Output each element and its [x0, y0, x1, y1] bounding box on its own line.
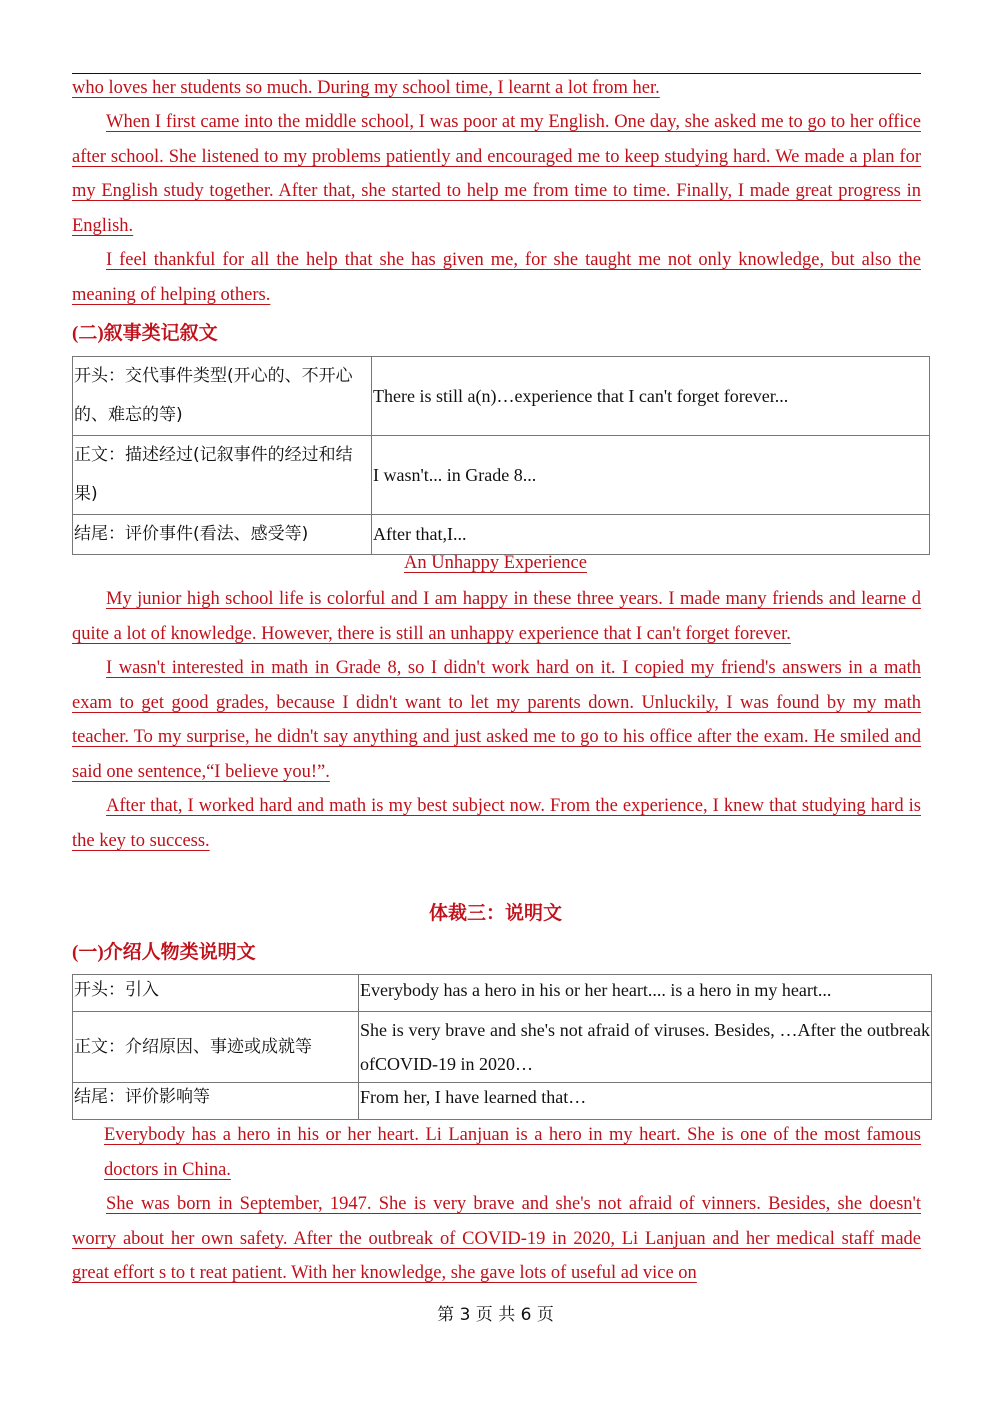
essay-paragraph: who loves her students so much. During my school time, I learnt a lot from her. — [72, 78, 660, 98]
section-heading-narrative: (二)叙事类记叙文 — [72, 323, 218, 344]
essay-paragraph: I wasn't interested in math in Grade 8, so I didn't work hard on it. I copied my friend's answers in a math exam to get good grades, because I didn't want to let my parents down. Unluckily, I was found by my math teacher. To my surprise, he didn't say anything and just asked me to go to his office after the exam. He smiled and said one sentence,“I believe you!”. — [72, 658, 921, 782]
person-outline-table — [72, 974, 932, 1120]
table-cell-text: She is very brave and she's not afraid of viruses. Besides, …After the outbreak ofCOVID-19 in 2020… — [359, 1012, 932, 1083]
table-row — [73, 1083, 932, 1120]
section-heading-person: (一)介绍人物类说明文 — [72, 942, 256, 963]
table-row — [73, 357, 930, 436]
table-cell-text: There is still a(n)…experience that I can't forget forever... — [372, 357, 930, 436]
table-cell-label: 结尾：评价事件(看法、感受等) — [73, 515, 372, 555]
table-cell-text: I wasn't... in Grade 8... — [372, 436, 930, 515]
table-row — [73, 436, 930, 515]
table-row — [73, 1012, 932, 1083]
essay-paragraph: She was born in September, 1947. She is very brave and she's not afraid of vinners. Besides, she doesn't worry about her own safety. After the outbreak of COVID-19 in 2020, Li Lanjuan and her medical staff made great effort s to t reat patient. With her knowledge, she gave lots of useful ad vice on — [72, 1194, 921, 1284]
narrative-outline-table — [72, 356, 930, 555]
table-cell-label: 正文：介绍原因、事迹或成就等 — [73, 1012, 359, 1083]
essay-title: An Unhappy Experience — [404, 553, 587, 573]
table-cell-label: 正文：描述经过(记叙事件的经过和结果) — [73, 436, 372, 515]
genre-title: 体裁三：说明文 — [428, 903, 562, 924]
table-cell-text: Everybody has a hero in his or her heart.... is a hero in my heart... — [359, 975, 932, 1012]
table-cell-label: 开头：引入 — [73, 975, 359, 1012]
table-row — [73, 515, 930, 555]
essay-paragraph: When I first came into the middle school, I was poor at my English. One day, she asked me to go to her office after school. She listened to my problems patiently and encouraged me to keep studying hard. We made a plan for my English study together. After that, she started to help me from time to time. Finally, I made great progress in English. — [72, 112, 921, 236]
essay-paragraph: After that, I worked hard and math is my best subject now. From the experience, I knew that studying hard is the key to success. — [72, 796, 921, 851]
table-row — [73, 975, 932, 1012]
table-cell-text: From her, I have learned that… — [359, 1083, 932, 1120]
essay-paragraph: Everybody has a hero in his or her heart. Li Lanjuan is a hero in my heart. She is one of the most famous doctors in China. — [104, 1125, 921, 1180]
page-footer: 第 3 页 共 6 页 — [437, 1305, 554, 1325]
table-cell-label: 开头：交代事件类型(开心的、不开心的、难忘的等) — [73, 357, 372, 436]
essay-paragraph: My junior high school life is colorful and I am happy in these three years. I made many friends and learne d quite a lot of knowledge. However, there is still an unhappy experience that I can't forget forever. — [72, 589, 921, 644]
table-cell-text: After that,I... — [372, 515, 930, 555]
essay-paragraph: I feel thankful for all the help that she has given me, for she taught me not only knowledge, but also the meaning of helping others. — [72, 250, 921, 305]
table-cell-label: 结尾：评价影响等 — [73, 1083, 359, 1120]
